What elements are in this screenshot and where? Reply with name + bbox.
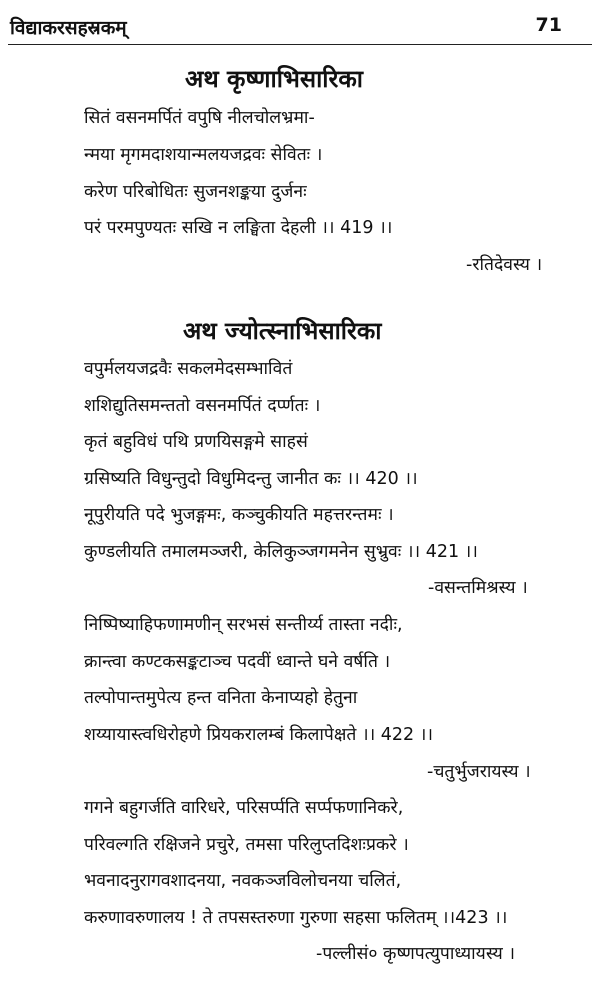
verse-line: शशिद्युतिसमन्ततो वसनमर्पितं दर्प्णतः । [84, 396, 321, 416]
verse-attribution: -पल्लीसं० कृष्णपत्युपाध्यायस्य । [316, 944, 515, 964]
verse-line: भवनादनुरागवशादनया, नवकञ्जविलोचनया चलितं, [84, 871, 402, 891]
verse-line: न्मया मृगमदाशयान्मलयजद्रवः सेवितः । [84, 145, 323, 165]
verse-line: गगने बहुगर्जति वारिधरे, परिसर्प्पति सर्प्पफणानिकरे, [84, 798, 404, 818]
verse-line: शय्यायास्त्वधिरोहणे प्रियकरालम्बं किलापेक्षते ।। 422 ।। [84, 725, 434, 745]
verse-attribution: -चतुर्भुजरायस्य । [427, 762, 531, 782]
verse-line: परिवल्गति रक्षिजने प्रचुरे, तमसा परिलुप्तदिशःप्रकरे । [84, 835, 409, 855]
verse-line: परं परमपुण्यतः सखि न लङ्घिता देहली ।। 419 ।। [84, 218, 393, 238]
verse-line: ग्रसिष्यति विधुन्तुदो विधुमिदन्तु जानीत कः ।। 420 ।। [84, 469, 418, 489]
verse-line: क्रान्त्वा कण्टकसङ्कटाञ्च पदवीं ध्वान्ते घने वर्षति । [84, 652, 391, 672]
verse-line: करेण परिबोधितः सुजनशङ्कया दुर्जनः [84, 182, 307, 202]
verse-line: निष्पिष्याहिफणामणीन् सरभसं सन्तीर्य्य तास्ता नदीः, [84, 615, 403, 635]
header-rule [8, 44, 592, 45]
verse-line: सितं वसनमर्पितं वपुषि नीलचोलभ्रमा- [84, 108, 315, 128]
verse-line: तल्पोपान्तमुपेत्य हन्त वनिता केनाप्यहो हेतुना [84, 688, 358, 708]
verse-line: करुणावरुणालय ! ते तपसस्तरुणा गुरुणा सहसा फलितम् ।।423 ।। [84, 908, 508, 928]
verse-line: कुण्डलीयति तमालमञ्जरी, केलिकुञ्जगमनेन सुभ्रुवः ।। 421 ।। [84, 542, 478, 562]
page-number: 71 [535, 14, 562, 36]
verse-line: नूपुरीयति पदे भुजङ्गमः, कञ्चुकीयति महत्तरन्तमः । [84, 505, 394, 525]
section-heading: अथ कृष्णाभिसारिका [185, 65, 363, 93]
verse-attribution: -रतिदेवस्य । [466, 255, 543, 275]
verse-line: वपुर्मलयजद्रवैः सकलमेदसम्भावितं [84, 359, 293, 379]
verse-line: कृतं बहुविधं पथि प्रणयिसङ्गमे साहसं [84, 432, 308, 452]
verse-attribution: -वसन्तमिश्रस्य । [428, 578, 528, 598]
running-head: विद्याकरसहस्रकम् [10, 17, 127, 39]
section-heading: अथ ज्योत्स्नाभिसारिका [183, 317, 382, 345]
